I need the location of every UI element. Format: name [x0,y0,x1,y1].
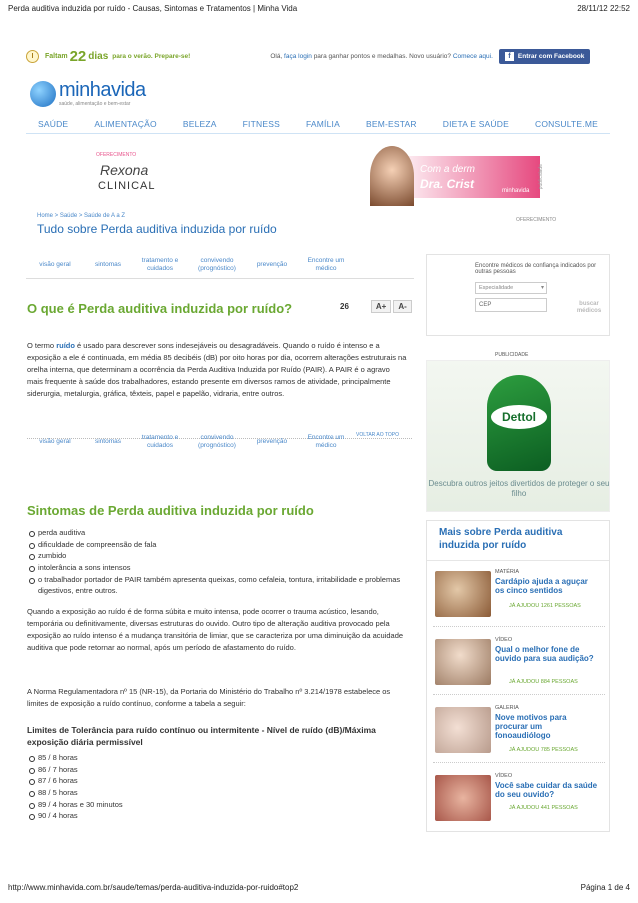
list-item: o trabalhador portador de PAIR também apresenta queixas, como cefaleia, tontura, irritabilidade e problemas digestivos, entre outros. [29,574,409,597]
section-tabs-bottom [26,428,414,456]
doctor-search-title: Encontre médicos de confiança indicados por outras pessoas [475,263,597,275]
related-helped: JÁ AJUDOU 441 PESSOAS [509,805,578,811]
font-size-controls [340,300,412,313]
chevron-down-icon: ▾ [540,285,544,291]
login-prefix: Olá, [270,52,283,60]
related-thumb [435,639,491,685]
related-title[interactable]: Cardápio ajuda a aguçar os cinco sentidos [495,577,588,596]
logo-tagline: saúde, alimentação e bem-estar [59,101,131,107]
tab-convivendo[interactable]: convivendo (prognóstico) [198,434,236,449]
dettol-logo: Dettol [491,405,547,429]
countdown-days-word: dias [88,50,109,62]
clock-icon [26,50,39,63]
related-kind: VÍDEO [495,773,513,779]
related-kind: GALERIA [495,705,519,711]
login-message [270,53,493,60]
section-title-symptoms: Sintomas de Perda auditiva induzida por ruído [27,503,314,518]
banner-product: CLINICAL [98,180,156,192]
list-item: zumbido [29,550,409,562]
tab-tratamento[interactable]: tratamento e cuidados [141,256,179,272]
main-nav [26,114,610,134]
section-title-what-is: O que é Perda auditiva induzida por ruído? [27,301,293,316]
list-item: 87 / 6 horas [29,775,409,787]
font-decrease-button[interactable]: A- [393,300,411,313]
print-header-date: 28/11/12 22:52 [577,4,630,13]
related-card[interactable] [433,769,605,831]
tab-prevencao[interactable]: prevenção [256,438,288,446]
print-header-title: Perda auditiva induzida por ruído - Causas, Sintomas e Tratamentos | Minha Vida [8,4,298,13]
print-footer [8,883,630,892]
more-about-title: Mais sobre Perda auditiva induzida por ruído [427,521,609,561]
related-title[interactable]: Qual o melhor fone de ouvido para sua audição? [495,645,594,664]
tab-encontre-medico[interactable]: Encontre um médico [307,256,345,272]
share-count: 26 [340,302,349,311]
symptoms-paragraph-2: Quando a exposição ao ruído é de forma súbita e muito intensa, pode ocorrer o trauma acústico, lesando, temporária ou definitivamente, diversas estruturas do ouvido. Outro tipo de alteração auditiva provocado pela exposição ao ruído intenso é a mudança transitória de limiar, que se caracteriza por uma diminuição da acuidade auditiva que pode retornar ao normal, após um período de afastamento do ruído. [27,607,404,652]
related-thumb [435,707,491,753]
related-helped: JÁ AJUDOU 785 PESSOAS [509,747,578,753]
related-title[interactable]: Você sabe cuidar da saúde do seu ouvido? [495,781,598,800]
tab-sintomas[interactable]: sintomas [94,438,121,446]
nav-item-alimentacao[interactable]: ALIMENTAÇÃO [94,118,157,129]
banner-offer: OFERECIMENTO [96,152,137,158]
top-bar [26,46,610,66]
tab-visao-geral[interactable]: visão geral [39,438,71,446]
logo-name: minhavida [59,79,146,101]
back-to-top-link[interactable]: VOLTAR AO TOPO [356,432,399,438]
symptoms-list [29,527,409,597]
site-logo[interactable] [30,80,146,107]
tab-encontre-medico[interactable]: Encontre um médico [307,434,345,449]
logo-ball-icon [30,81,56,107]
facebook-login-label: Entrar com Facebook [517,52,585,60]
login-mid: para ganhar pontos e medalhas. Novo usuário? [313,52,451,60]
tab-tratamento[interactable]: tratamento e cuidados [141,434,179,449]
tab-convivendo[interactable]: convivendo (prognóstico) [198,256,236,272]
related-kind: MATÉRIA [495,569,520,575]
banner-ad[interactable] [90,146,550,206]
banner-cta-line1: Com a derm [420,164,476,175]
list-item: 86 / 7 horas [29,764,409,776]
nav-item-familia[interactable]: FAMÍLIA [305,118,340,129]
what-is-text-b: é usado para descrever sons indesejáveis ou desagradáveis. Quando o ruído é intenso e a exposição a ele é continuada, em média 85 decibéis (dB) por oito horas por dia, ocorrem alterações estruturais na orelha interna, que determinam a ocorrência da Perda Auditiva Induzida por Ruído (PAIR). A PAIR é o agravo mais frequente à saúde dos trabalhadores, estando presente em diversos ramos de atividade, principalmente siderurgia, metalurgia, gráfica, têxteis, papel e papelão, vidraria, entre outros. [27,341,407,398]
signup-link[interactable]: Comece aqui. [452,52,493,60]
ruido-link[interactable]: ruído [56,341,75,350]
what-is-paragraph [27,340,407,400]
tab-visao-geral[interactable]: visão geral [39,260,71,268]
print-footer-url: http://www.minhavida.com.br/saude/temas/perda-auditiva-induzida-por-ruido#top2 [8,883,299,892]
countdown-promo: para o verão. Prepare-se! [112,52,191,60]
facebook-login-button[interactable] [499,49,590,64]
font-increase-button[interactable]: A+ [371,300,391,313]
what-is-text-a: O termo [27,341,55,350]
nav-item-saude[interactable]: SAÚDE [38,118,69,129]
banner-pub-label: publicidade [538,164,544,190]
page-title: Tudo sobre Perda auditiva induzida por ruído [37,222,277,236]
more-about-box [426,520,610,832]
related-helped: JÁ AJUDOU 1261 PESSOAS [509,603,581,609]
nav-item-dieta-saude[interactable]: DIETA E SAÚDE [442,118,509,129]
nav-item-consulte-me[interactable]: CONSULTE.ME [535,118,598,129]
list-item: intolerância a sons intensos [29,562,409,574]
cep-input[interactable]: CEP [475,298,547,312]
breadcrumb[interactable]: Home > Saúde > Saúde de A a Z [37,213,126,219]
related-helped: JÁ AJUDOU 884 PESSOAS [509,679,578,685]
print-footer-page: Página 1 de 4 [580,883,630,892]
limits-list [29,752,409,822]
countdown-days: 22 [69,47,87,65]
specialty-select-value: Especialidade [479,285,514,291]
section-tabs-top [26,251,414,279]
doctor-search-box [426,254,610,336]
ad-caption: Descubra outros jeitos divertidos de proteger o seu filho [428,479,610,498]
print-header [8,4,630,13]
symptoms-paragraph-3: A Norma Regulamentadora nº 15 (NR-15), da Portaria do Ministério do Trabalho nº 3.214/1978 estabelece os limites de exposição a ruído contínuo, conforme a tabela a seguir: [27,687,391,708]
nav-item-beleza[interactable]: BELEZA [182,118,217,129]
countdown-label: Faltam [45,52,68,60]
related-card[interactable] [433,701,605,763]
offer-label: OFERECIMENTO [516,217,557,223]
related-kind: VÍDEO [495,637,513,643]
list-item: dificuldade de compreensão de fala [29,539,409,551]
tab-prevencao[interactable]: prevenção [256,260,288,268]
banner-cta-line2: Dra. Crist [420,177,475,191]
login-link[interactable]: faça login [284,52,312,60]
list-item: 88 / 5 horas [29,787,409,799]
related-title[interactable]: Nove motivos para procurar um fonoaudiólogo [495,713,567,741]
related-card[interactable] [433,565,605,627]
related-thumb [435,571,491,617]
specialty-select[interactable] [475,282,547,294]
list-item: 89 / 4 horas e 30 minutos [29,799,409,811]
dettol-ad[interactable] [426,360,610,512]
banner-model-image [370,146,414,206]
list-item: perda auditiva [29,527,409,539]
list-item: 90 / 4 horas [29,810,409,822]
tab-sintomas[interactable]: sintomas [94,260,121,268]
related-thumb [435,775,491,821]
ad-label: PUBLICIDADE [495,352,529,358]
limits-title: Limites de Tolerância para ruído contínuo ou intermitente - Nível de ruído (dB)/Máxima exposição diária permissível [27,725,376,747]
related-card[interactable] [433,633,605,695]
facebook-icon: f [505,52,514,61]
banner-brand: Rexona [100,162,149,178]
nav-item-bem-estar[interactable]: BEM-ESTAR [365,118,417,129]
search-doctors-button[interactable]: buscar médicos [576,301,602,315]
banner-logo: minhavida [502,188,530,194]
nav-item-fitness[interactable]: FITNESS [242,118,280,129]
list-item: 85 / 8 horas [29,752,409,764]
